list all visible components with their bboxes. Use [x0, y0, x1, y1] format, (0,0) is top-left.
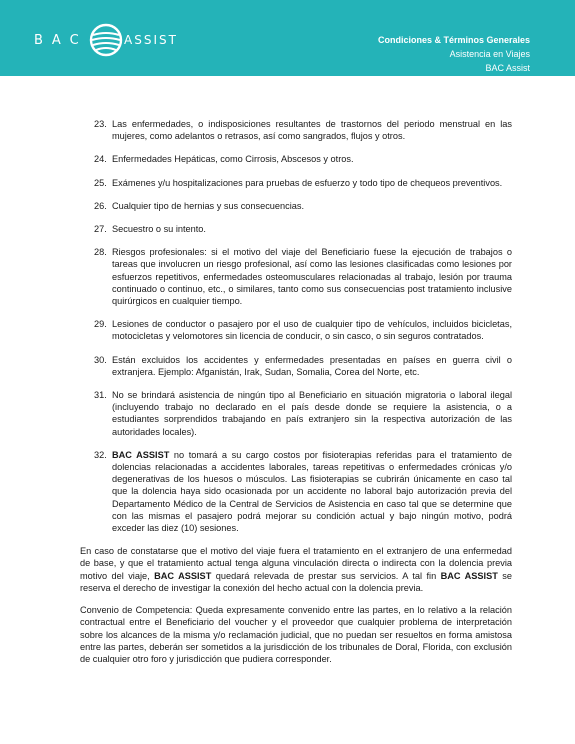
paragraph-text: quedará relevada de prestar sus servicios. A tal fin	[211, 570, 441, 581]
globe-icon	[88, 22, 124, 58]
header-banner	[0, 0, 575, 76]
list-item-text: no tomará a su cargo costos por fisioterapias referidas para el tratamiento de dolencias relacionadas a accidentes laborales, tareas repetitivas o enfermedades crónicas y/o degenerativas de los huesos o músculos. Las fisioterapias se cubrirán únicamente en caso tal que la dolencia haya sido ocasionada por un accidente no laboral bajo autorización previa del Departamento Médico de la Central de Servicios de Asistencia en caso tal que se determine que con las mismas el pasajero podrá mejorar su condición actual y bajo ningún motivo, podrá exceder las diez (10) sesiones.	[112, 449, 512, 534]
paragraph-base-condition	[80, 545, 512, 594]
list-item-number: 26.	[94, 200, 107, 211]
brand-name: BAC ASSIST	[112, 449, 170, 460]
paragraph-text: se reserva el derecho de investigar la conexión del hecho actual con la dolencia previa.	[80, 570, 512, 593]
list-item-text: Secuestro o su intento.	[112, 224, 206, 235]
list-item	[80, 200, 512, 212]
list-item-number: 28.	[94, 247, 107, 258]
list-item-number: 25.	[94, 177, 107, 188]
header-title-2: Asistencia en Viajes	[449, 49, 530, 59]
list-item	[80, 153, 512, 165]
paragraph-jurisdiction: Convenio de Competencia: Queda expresamente convenido entre las partes, en lo relativo a la relación contractual entre el Beneficiario del voucher y el proveedor que cualquier problema de interpretación sobre los alcances de la misma y/o reclamación judicial, que no puedan ser resueltos en forma amistosa entre las partes, deberán ser sometidos a la jurisdicción de los tribunales de Doral, Florida, con exclusión de cualquier otro foro y jurisdicción que pudiera corresponder.	[80, 605, 512, 664]
list-item-text: Enfermedades Hepáticas, como Cirrosis, Abscesos y otros.	[112, 154, 354, 165]
list-item-number: 29.	[94, 319, 107, 330]
list-item-text: Exámenes y/u hospitalizaciones para pruebas de esfuerzo y todo tipo de chequeos preventivos.	[112, 177, 503, 188]
list-item-number: 32.	[94, 449, 107, 460]
list-item	[80, 449, 512, 534]
list-item-text: Riesgos profesionales: si el motivo del viaje del Beneficiario fuese la ejecución de trabajos o tareas que involucren un riesgo profesional, así como las lesiones clasificadas como lesiones por esfuerzos repetitivos, enfermedades osteomusculares relacionadas al trabajo, lesión por trauma continuado o continuo, etc., o similares, tanto como sus consecuencias post tratamiento inclusive quirúrgicos en cualquier tiempo.	[112, 247, 512, 307]
list-item	[80, 354, 512, 378]
header-titles	[378, 33, 530, 75]
bac-assist-logo	[34, 30, 204, 58]
paragraph-text: En caso de constatarse que el motivo del viaje fuera el tratamiento en el extranjero de una enfermedad de base, y que el tratamiento actual tenga alguna vinculación directa o indirecta con la dolencia previa motivo del viaje,	[80, 546, 512, 581]
list-item	[80, 223, 512, 235]
list-item	[80, 177, 512, 189]
list-item-text: Cualquier tipo de hernias y sus consecuencias.	[112, 200, 305, 211]
list-item-number: 27.	[94, 224, 107, 235]
exclusions-list	[80, 118, 512, 438]
document-body	[80, 118, 512, 675]
logo-assist-text: ASSIST	[124, 33, 178, 47]
list-item-number: 31.	[94, 390, 107, 401]
header-title-3: BAC Assist	[485, 63, 530, 73]
brand-name: BAC ASSIST	[154, 570, 212, 581]
list-item-number: 24.	[94, 154, 107, 165]
list-item	[80, 118, 512, 142]
list-item-text: Las enfermedades, o indisposiciones resultantes de trastornos del periodo menstrual en las mujeres, como adelantos o retrasos, así como sangrados, flujos y otros.	[112, 119, 512, 142]
list-item	[80, 318, 512, 342]
logo-bac-text: BAC	[34, 33, 88, 48]
brand-name: BAC ASSIST	[440, 570, 498, 581]
list-item-number: 30.	[94, 354, 107, 365]
list-item-text: No se brindará asistencia de ningún tipo al Beneficiario en situación migratoria o laboral ilegal (incluyendo trabajo no declarado en el país desde donde se requiere la asistencia, o a estudiantes sorprendidos trabajando en país extranjero sin la respectiva autorización de las autoridades locales).	[112, 390, 512, 437]
list-item-number: 23.	[94, 119, 107, 129]
header-title-1: Condiciones & Términos Generales	[377, 35, 530, 45]
list-item	[80, 389, 512, 438]
list-item	[80, 246, 512, 307]
list-item-text: Lesiones de conductor o pasajero por el uso de cualquier tipo de vehículos, incluidos bicicletas, motocicletas y velomotores sin licencia de conducir, o sin casco, o sin seguros contratados.	[112, 319, 512, 342]
list-item-text: Están excluidos los accidentes y enfermedades presentadas en países en guerra civil o extranjera. Ejemplo: Afganistán, Irak, Sudan, Somalia, Corea del Norte, etc.	[112, 354, 512, 377]
